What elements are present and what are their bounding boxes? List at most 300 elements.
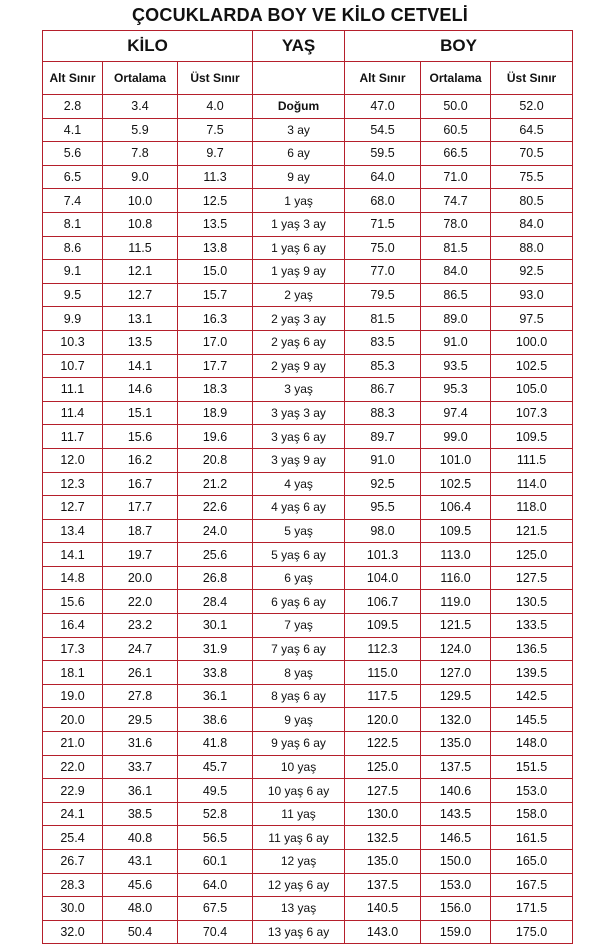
kilo-ortalama-cell: 43.1 [103,850,178,874]
boy-ust-sinir-cell: 125.0 [491,543,573,567]
yas-cell: 8 yaş 6 ay [253,684,345,708]
boy-alt-sinir-cell: 132.5 [345,826,421,850]
kilo-alt-sinir-cell: 11.7 [43,425,103,449]
boy-alt-sinir-cell: 130.0 [345,802,421,826]
boy-ortalama-cell: 86.5 [421,283,491,307]
boy-ust-sinir-cell: 148.0 [491,732,573,756]
table-row [43,118,573,142]
kilo-alt-sinir-cell: 9.5 [43,283,103,307]
boy-ortalama-cell: 124.0 [421,637,491,661]
boy-alt-sinir-cell: 88.3 [345,401,421,425]
boy-alt-sinir-cell: 86.7 [345,378,421,402]
kilo-alt-sinir-cell: 12.0 [43,448,103,472]
page-title: ÇOCUKLARDA BOY VE KİLO CETVELİ [131,5,469,25]
kilo-ust-sinir-cell: 7.5 [178,118,253,142]
yas-cell: 1 yaş 9 ay [253,260,345,284]
boy-ortalama-cell: 129.5 [421,684,491,708]
yas-cell: 4 yaş 6 ay [253,496,345,520]
boy-ust-sinir-cell: 136.5 [491,637,573,661]
kilo-ortalama-cell: 24.7 [103,637,178,661]
kilo-ortalama-cell: 22.0 [103,590,178,614]
kilo-ortalama-cell: 33.7 [103,755,178,779]
yas-cell: 10 yaş 6 ay [253,779,345,803]
boy-ust-sinir-cell: 142.5 [491,684,573,708]
kilo-alt-sinir-cell: 17.3 [43,637,103,661]
yas-cell: 2 yaş 3 ay [253,307,345,331]
kilo-header: KİLO [43,31,253,62]
table-row [43,401,573,425]
table-row [43,472,573,496]
table-row [43,448,573,472]
kilo-ortalama-cell: 12.7 [103,283,178,307]
table-row [43,802,573,826]
kilo-ortalama-cell: 48.0 [103,897,178,921]
kilo-ust-sinir-cell: 31.9 [178,637,253,661]
boy-alt-sinir-cell: 127.5 [345,779,421,803]
yas-cell: 1 yaş [253,189,345,213]
boy-ortalama-cell: 60.5 [421,118,491,142]
boy-ust-sinir-cell: 52.0 [491,95,573,119]
kilo-ortalama-cell: 12.1 [103,260,178,284]
kilo-ortalama-cell: 9.0 [103,165,178,189]
boy-ust-sinir-cell: 105.0 [491,378,573,402]
kilo-ust-sinir-cell: 56.5 [178,826,253,850]
kilo-ortalama-cell: 19.7 [103,543,178,567]
boy-ortalama-cell: 146.5 [421,826,491,850]
kilo-alt-sinir-cell: 12.7 [43,496,103,520]
kilo-alt-sinir-cell: 21.0 [43,732,103,756]
boy-ortalama-cell: 71.0 [421,165,491,189]
group-header-row [43,31,573,62]
boy-ortalama-cell: 113.0 [421,543,491,567]
boy-ortalama-cell: 140.6 [421,779,491,803]
kilo-ust-sinir-cell: 12.5 [178,189,253,213]
kilo-ortalama-cell: 16.7 [103,472,178,496]
kilo-ust-sinir-cell: 13.5 [178,212,253,236]
kilo-ortalama-cell: 14.1 [103,354,178,378]
boy-alt-sinir-cell: 140.5 [345,897,421,921]
kilo-alt-sinir-cell: 13.4 [43,519,103,543]
kilo-ust-sinir-cell: 22.6 [178,496,253,520]
kilo-ortalama-cell: 13.5 [103,330,178,354]
kilo-ust-sinir-cell: 17.7 [178,354,253,378]
boy-alt-sinir-cell: 77.0 [345,260,421,284]
kilo-alt-sinir-cell: 15.6 [43,590,103,614]
kilo-ust-sinir-cell: 64.0 [178,873,253,897]
kilo-alt-sinir-cell: 8.6 [43,236,103,260]
boy-alt-sinir-cell: 117.5 [345,684,421,708]
yas-cell: 6 yaş [253,566,345,590]
boy-ust-sinir-cell: 118.0 [491,496,573,520]
kilo-alt-sinir-cell: 22.9 [43,779,103,803]
kilo-ortalama-cell: 50.4 [103,920,178,944]
boy-ust-sinir-cell: 151.5 [491,755,573,779]
kilo-ortalama-cell: 38.5 [103,802,178,826]
kilo-ust-sinir-cell: 20.8 [178,448,253,472]
boy-ortalama-cell: 153.0 [421,873,491,897]
boy-ortalama-cell: 127.0 [421,661,491,685]
boy-ortalama-cell: 101.0 [421,448,491,472]
yas-sub-header-blank [253,62,345,95]
kilo-ortalama-cell: 3.4 [103,95,178,119]
kilo-ortalama-cell: 14.6 [103,378,178,402]
yas-cell: 9 yaş 6 ay [253,732,345,756]
boy-ortalama-cell: 95.3 [421,378,491,402]
boy-ortalama-cell: 97.4 [421,401,491,425]
table-row [43,354,573,378]
boy-alt-sinir-cell: 125.0 [345,755,421,779]
yas-cell: 6 yaş 6 ay [253,590,345,614]
kilo-ortalama-cell: 20.0 [103,566,178,590]
kilo-alt-sinir-cell: 22.0 [43,755,103,779]
sub-header-row [43,62,573,95]
boy-ortalama-cell: 81.5 [421,236,491,260]
table-row [43,330,573,354]
boy-alt-sinir-cell: 101.3 [345,543,421,567]
table-row [43,283,573,307]
boy-ust-sinir-cell: 165.0 [491,850,573,874]
kilo-ortalama-cell: 26.1 [103,661,178,685]
kilo-ortalama-cell: 5.9 [103,118,178,142]
boy-alt-sinir-cell: 95.5 [345,496,421,520]
kilo-ortalama-cell: 29.5 [103,708,178,732]
boy-alt-sinir-cell: 122.5 [345,732,421,756]
boy-ortalama-header: Ortalama [421,62,491,95]
kilo-ust-sinir-cell: 45.7 [178,755,253,779]
boy-ust-sinir-cell: 167.5 [491,873,573,897]
boy-ortalama-cell: 74.7 [421,189,491,213]
boy-ust-sinir-cell: 111.5 [491,448,573,472]
kilo-ust-sinir-cell: 38.6 [178,708,253,732]
table-row [43,708,573,732]
table-row [43,496,573,520]
yas-cell: 12 yaş [253,850,345,874]
table-row [43,95,573,119]
boy-ortalama-cell: 89.0 [421,307,491,331]
boy-ortalama-cell: 132.0 [421,708,491,732]
kilo-ust-sinir-cell: 15.0 [178,260,253,284]
boy-ust-sinir-cell: 92.5 [491,260,573,284]
yas-cell: 11 yaş 6 ay [253,826,345,850]
yas-cell: 7 yaş [253,614,345,638]
boy-alt-sinir-cell: 120.0 [345,708,421,732]
yas-cell: 13 yaş [253,897,345,921]
kilo-alt-sinir-header: Alt Sınır [43,62,103,95]
boy-ortalama-cell: 143.5 [421,802,491,826]
yas-cell: 1 yaş 6 ay [253,236,345,260]
kilo-ust-sinir-cell: 33.8 [178,661,253,685]
kilo-alt-sinir-cell: 2.8 [43,95,103,119]
boy-ortalama-cell: 150.0 [421,850,491,874]
boy-ust-sinir-cell: 127.5 [491,566,573,590]
boy-ust-sinir-cell: 139.5 [491,661,573,685]
boy-alt-sinir-cell: 91.0 [345,448,421,472]
kilo-ortalama-cell: 11.5 [103,236,178,260]
kilo-ust-sinir-cell: 18.9 [178,401,253,425]
boy-ortalama-cell: 119.0 [421,590,491,614]
kilo-ust-sinir-cell: 70.4 [178,920,253,944]
boy-alt-sinir-cell: 47.0 [345,95,421,119]
kilo-ust-sinir-cell: 18.3 [178,378,253,402]
yas-cell: 2 yaş 9 ay [253,354,345,378]
yas-cell: 13 yaş 6 ay [253,920,345,944]
kilo-ust-sinir-cell: 21.2 [178,472,253,496]
yas-cell: 3 yaş [253,378,345,402]
yas-cell: Doğum [253,95,345,119]
kilo-alt-sinir-cell: 5.6 [43,142,103,166]
kilo-ortalama-cell: 10.0 [103,189,178,213]
yas-cell: 7 yaş 6 ay [253,637,345,661]
yas-cell: 11 yaş [253,802,345,826]
boy-ust-sinir-cell: 145.5 [491,708,573,732]
boy-ortalama-cell: 106.4 [421,496,491,520]
boy-ust-sinir-cell: 70.5 [491,142,573,166]
table-row [43,378,573,402]
boy-ortalama-cell: 78.0 [421,212,491,236]
boy-ortalama-cell: 116.0 [421,566,491,590]
boy-ortalama-cell: 137.5 [421,755,491,779]
boy-alt-sinir-cell: 59.5 [345,142,421,166]
kilo-ortalama-cell: 36.1 [103,779,178,803]
table-row [43,260,573,284]
table-row [43,779,573,803]
table-row [43,590,573,614]
yas-cell: 8 yaş [253,661,345,685]
boy-ust-sinir-cell: 80.5 [491,189,573,213]
table-row [43,566,573,590]
kilo-ust-sinir-cell: 16.3 [178,307,253,331]
boy-ust-sinir-cell: 100.0 [491,330,573,354]
kilo-alt-sinir-cell: 14.1 [43,543,103,567]
boy-ust-sinir-cell: 158.0 [491,802,573,826]
kilo-alt-sinir-cell: 9.9 [43,307,103,331]
boy-ust-sinir-cell: 93.0 [491,283,573,307]
boy-ust-sinir-cell: 64.5 [491,118,573,142]
kilo-ust-sinir-cell: 36.1 [178,684,253,708]
kilo-ust-sinir-cell: 60.1 [178,850,253,874]
boy-ortalama-cell: 159.0 [421,920,491,944]
boy-alt-sinir-cell: 112.3 [345,637,421,661]
kilo-ortalama-cell: 45.6 [103,873,178,897]
boy-ust-sinir-header: Üst Sınır [491,62,573,95]
kilo-alt-sinir-cell: 7.4 [43,189,103,213]
boy-ust-sinir-cell: 75.5 [491,165,573,189]
boy-alt-sinir-cell: 106.7 [345,590,421,614]
table-row [43,614,573,638]
kilo-alt-sinir-cell: 11.1 [43,378,103,402]
kilo-alt-sinir-cell: 24.1 [43,802,103,826]
boy-ortalama-cell: 91.0 [421,330,491,354]
kilo-ust-sinir-cell: 15.7 [178,283,253,307]
yas-cell: 1 yaş 3 ay [253,212,345,236]
kilo-ortalama-cell: 15.1 [103,401,178,425]
boy-ust-sinir-cell: 133.5 [491,614,573,638]
table-row [43,307,573,331]
kilo-ust-sinir-cell: 11.3 [178,165,253,189]
kilo-ust-sinir-cell: 13.8 [178,236,253,260]
kilo-alt-sinir-cell: 6.5 [43,165,103,189]
table-row [43,850,573,874]
table-row [43,637,573,661]
boy-alt-sinir-cell: 89.7 [345,425,421,449]
kilo-ust-sinir-cell: 17.0 [178,330,253,354]
kilo-ust-sinir-cell: 26.8 [178,566,253,590]
kilo-alt-sinir-cell: 18.1 [43,661,103,685]
yas-cell: 3 yaş 6 ay [253,425,345,449]
boy-ortalama-cell: 66.5 [421,142,491,166]
table-row [43,142,573,166]
table-row [43,920,573,944]
kilo-ust-sinir-cell: 30.1 [178,614,253,638]
boy-alt-sinir-cell: 68.0 [345,189,421,213]
table-row [43,826,573,850]
boy-alt-sinir-header: Alt Sınır [345,62,421,95]
table-row [43,732,573,756]
kilo-ust-sinir-cell: 67.5 [178,897,253,921]
table-body [43,95,573,944]
boy-alt-sinir-cell: 109.5 [345,614,421,638]
kilo-ortalama-cell: 7.8 [103,142,178,166]
boy-alt-sinir-cell: 143.0 [345,920,421,944]
kilo-alt-sinir-cell: 12.3 [43,472,103,496]
kilo-ust-sinir-header: Üst Sınır [178,62,253,95]
kilo-ortalama-cell: 40.8 [103,826,178,850]
kilo-ust-sinir-cell: 24.0 [178,519,253,543]
kilo-alt-sinir-cell: 8.1 [43,212,103,236]
table-row [43,212,573,236]
boy-ortalama-cell: 99.0 [421,425,491,449]
kilo-alt-sinir-cell: 25.4 [43,826,103,850]
kilo-ortalama-cell: 27.8 [103,684,178,708]
kilo-alt-sinir-cell: 20.0 [43,708,103,732]
boy-ortalama-cell: 109.5 [421,519,491,543]
table-row [43,684,573,708]
kilo-ust-sinir-cell: 19.6 [178,425,253,449]
table-row [43,873,573,897]
boy-alt-sinir-cell: 137.5 [345,873,421,897]
boy-ust-sinir-cell: 114.0 [491,472,573,496]
boy-ust-sinir-cell: 171.5 [491,897,573,921]
yas-cell: 9 yaş [253,708,345,732]
boy-alt-sinir-cell: 81.5 [345,307,421,331]
boy-ust-sinir-cell: 121.5 [491,519,573,543]
yas-cell: 12 yaş 6 ay [253,873,345,897]
boy-ust-sinir-cell: 175.0 [491,920,573,944]
kilo-alt-sinir-cell: 28.3 [43,873,103,897]
boy-header: BOY [345,31,573,62]
boy-ortalama-cell: 102.5 [421,472,491,496]
boy-ust-sinir-cell: 107.3 [491,401,573,425]
kilo-ust-sinir-cell: 28.4 [178,590,253,614]
yas-cell: 5 yaş 6 ay [253,543,345,567]
boy-alt-sinir-cell: 92.5 [345,472,421,496]
kilo-alt-sinir-cell: 9.1 [43,260,103,284]
table-row [43,425,573,449]
kilo-ortalama-cell: 23.2 [103,614,178,638]
kilo-alt-sinir-cell: 32.0 [43,920,103,944]
boy-ust-sinir-cell: 84.0 [491,212,573,236]
yas-cell: 3 yaş 3 ay [253,401,345,425]
table-row [43,165,573,189]
kilo-ust-sinir-cell: 4.0 [178,95,253,119]
table-row [43,519,573,543]
yas-cell: 2 yaş [253,283,345,307]
boy-alt-sinir-cell: 75.0 [345,236,421,260]
kilo-ortalama-cell: 17.7 [103,496,178,520]
kilo-alt-sinir-cell: 10.7 [43,354,103,378]
boy-ust-sinir-cell: 102.5 [491,354,573,378]
boy-ortalama-cell: 156.0 [421,897,491,921]
table-row [43,755,573,779]
kilo-ortalama-header: Ortalama [103,62,178,95]
kilo-ortalama-cell: 15.6 [103,425,178,449]
kilo-alt-sinir-cell: 26.7 [43,850,103,874]
kilo-ust-sinir-cell: 25.6 [178,543,253,567]
boy-ortalama-cell: 135.0 [421,732,491,756]
boy-ust-sinir-cell: 153.0 [491,779,573,803]
boy-alt-sinir-cell: 98.0 [345,519,421,543]
kilo-alt-sinir-cell: 11.4 [43,401,103,425]
boy-ortalama-cell: 84.0 [421,260,491,284]
height-weight-table [42,30,573,944]
boy-alt-sinir-cell: 64.0 [345,165,421,189]
yas-cell: 5 yaş [253,519,345,543]
boy-alt-sinir-cell: 115.0 [345,661,421,685]
kilo-ust-sinir-cell: 49.5 [178,779,253,803]
kilo-alt-sinir-cell: 19.0 [43,684,103,708]
boy-alt-sinir-cell: 83.5 [345,330,421,354]
kilo-ust-sinir-cell: 41.8 [178,732,253,756]
boy-alt-sinir-cell: 71.5 [345,212,421,236]
yas-cell: 6 ay [253,142,345,166]
boy-alt-sinir-cell: 79.5 [345,283,421,307]
yas-cell: 3 ay [253,118,345,142]
boy-ortalama-cell: 121.5 [421,614,491,638]
kilo-ortalama-cell: 18.7 [103,519,178,543]
kilo-ust-sinir-cell: 9.7 [178,142,253,166]
boy-alt-sinir-cell: 85.3 [345,354,421,378]
boy-alt-sinir-cell: 54.5 [345,118,421,142]
kilo-ortalama-cell: 13.1 [103,307,178,331]
kilo-alt-sinir-cell: 30.0 [43,897,103,921]
kilo-alt-sinir-cell: 16.4 [43,614,103,638]
boy-alt-sinir-cell: 104.0 [345,566,421,590]
yas-cell: 2 yaş 6 ay [253,330,345,354]
table-row [43,189,573,213]
table-row [43,897,573,921]
yas-cell: 3 yaş 9 ay [253,448,345,472]
boy-ust-sinir-cell: 130.5 [491,590,573,614]
yas-header: YAŞ [253,31,345,62]
boy-ortalama-cell: 93.5 [421,354,491,378]
kilo-alt-sinir-cell: 10.3 [43,330,103,354]
kilo-ortalama-cell: 31.6 [103,732,178,756]
boy-ortalama-cell: 50.0 [421,95,491,119]
boy-ust-sinir-cell: 161.5 [491,826,573,850]
kilo-ust-sinir-cell: 52.8 [178,802,253,826]
kilo-alt-sinir-cell: 14.8 [43,566,103,590]
boy-alt-sinir-cell: 135.0 [345,850,421,874]
yas-cell: 4 yaş [253,472,345,496]
kilo-ortalama-cell: 16.2 [103,448,178,472]
yas-cell: 10 yaş [253,755,345,779]
yas-cell: 9 ay [253,165,345,189]
kilo-ortalama-cell: 10.8 [103,212,178,236]
kilo-alt-sinir-cell: 4.1 [43,118,103,142]
boy-ust-sinir-cell: 97.5 [491,307,573,331]
table-row [43,236,573,260]
boy-ust-sinir-cell: 109.5 [491,425,573,449]
